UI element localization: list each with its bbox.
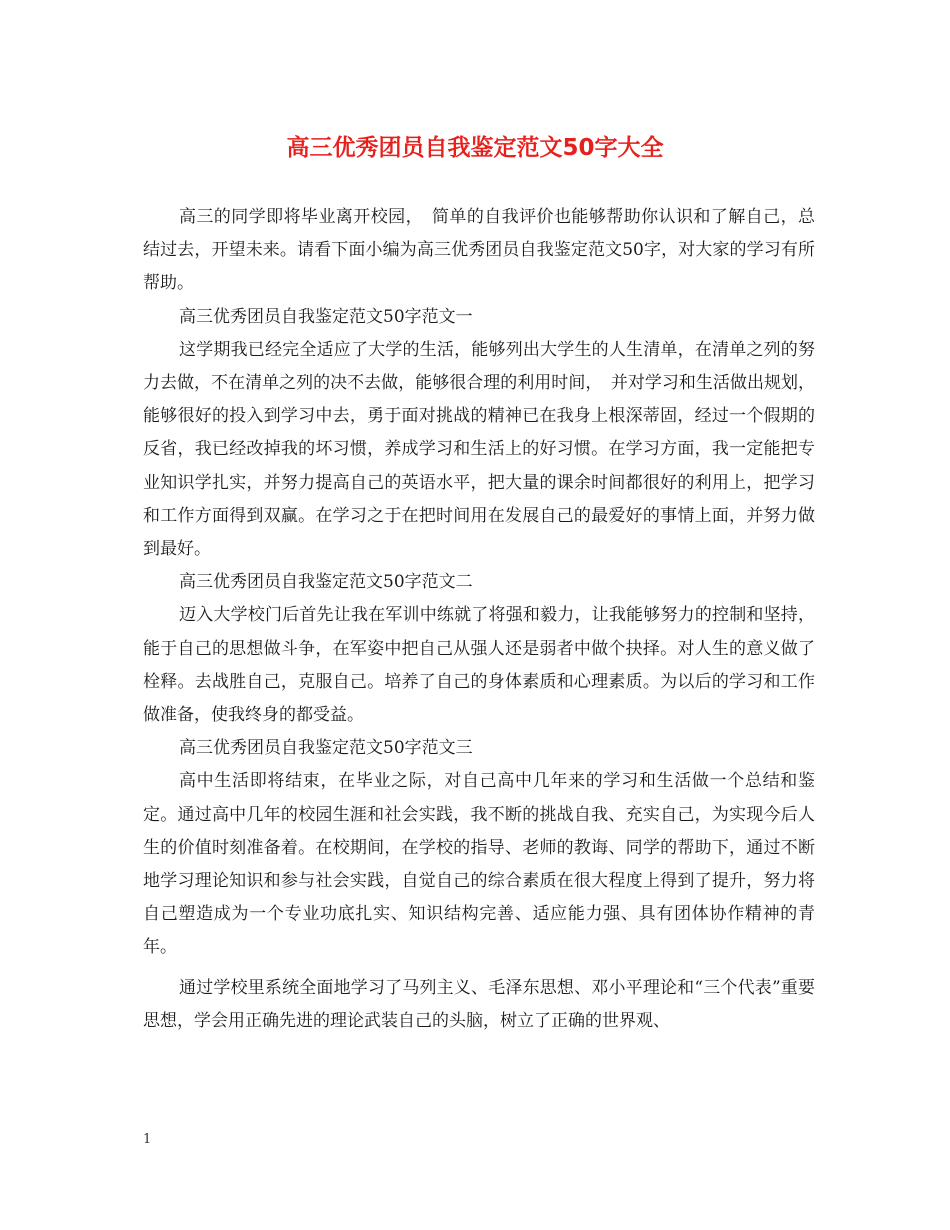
section-3-paragraph-continued: 通过学校里系统全面地学习了马列主义、毛泽东思想、邓小平理论和“三个代表”重要思想，学会用正确先进的理论武装自己的头脑，树立了正确的世界观、 (143, 977, 815, 1031)
document-body (143, 201, 815, 1038)
section-3-paragraph: 高中生活即将结束，在毕业之际，对自己高中几年来的学习和生活做一个总结和鉴定。通过高中几年的校园生涯和社会实践，我不断的挑战自我、充实自己，为实现今后人生的价值时刻准备着。在校期间，在学校的指导、老师的教诲、同学的帮助下，通过不断地学习理论知识和参与社会实践，自觉自己的综合素质在很大程度上得到了提升，努力将自己塑造成为一个专业功底扎实、知识结构完善、适应能力强、具有团体协作精神的青年。 (143, 771, 815, 958)
section-2-paragraph: 迈入大学校门后首先让我在军训中练就了将强和毅力，让我能够努力的控制和坚持，能于自己的思想做斗争，在军姿中把自己从强人还是弱者中做个抉择。对人生的意义做了栓释。去战胜自己，克服自己。培养了自己的身体素质和心理素质。为以后的学习和工作做准备，使我终身的都受益。 (143, 605, 815, 726)
document-title: 高三优秀团员自我鉴定范文50字大全 (286, 135, 664, 161)
section-1-paragraph: 这学期我已经完全适应了大学的生活，能够列出大学生的人生清单，在清单之列的努力去做，不在清单之列的决不去做，能够很合理的利用时间， 并对学习和生活做出规划，能够很好的投入到学习中去，勇于面对挑战的精神已在我身上根深蒂固，经过一个假期的反省，我已经改掉我的坏习惯，养成学习和生活上的好习惯。在学习方面，我一定能把专业知识学扎实，并努力提高自己的英语水平，把大量的课余时间都很好的利用上，把学习和工作方面得到双赢。在学习之于在把时间用在发展自己的最爱好的事情上面，并努力做到最好。 (143, 339, 815, 560)
section-heading-2: 高三优秀团员自我鉴定范文50字范文二 (179, 572, 473, 593)
page-number: 1 (143, 1132, 152, 1147)
section-heading-3: 高三优秀团员自我鉴定范文50字范文三 (179, 738, 473, 759)
section-heading-1: 高三优秀团员自我鉴定范文50字范文一 (179, 306, 473, 327)
intro-paragraph: 高三的同学即将毕业离开校园， 简单的自我评价也能够帮助你认识和了解自己，总结过去，开望未来。请看下面小编为高三优秀团员自我鉴定范文50字，对大家的学习有所帮助。 (143, 207, 815, 294)
